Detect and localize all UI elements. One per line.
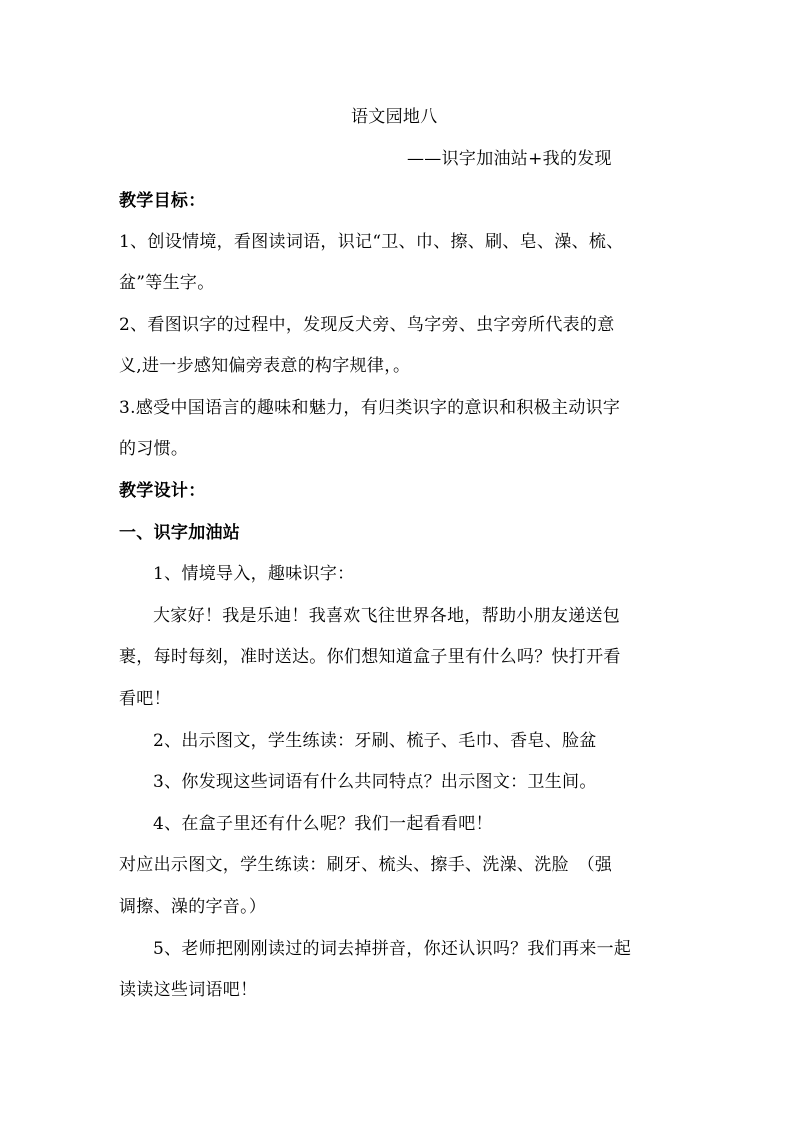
intro-line-1: 大家好！我是乐迪！我喜欢飞往世界各地，帮助小朋友递送包 [153,606,621,626]
step-2: 2、出示图文，学生练读：牙刷、梳子、毛巾、香皂、脸盆 [153,731,597,751]
section-1-heading: 一、识字加油站 [119,523,241,543]
design-heading: 教学设计： [119,481,206,501]
step-4-detail-line-2: 调擦、澡的字音。） [119,897,267,917]
goal-2-line-2: 义,进一步感知偏旁表意的构字规律，。 [119,356,411,376]
goal-1-line-2: 盆”等生字。 [119,273,215,293]
intro-line-2: 裹，每时每刻，准时送达。你们想知道盒子里有什么吗？快打开看 [119,647,621,667]
document-title: 语文园地八 [351,107,438,127]
step-5-line-2: 读读这些词语吧！ [119,980,258,1000]
goal-2-line-1: 2、看图识字的过程中，发现反犬旁、鸟字旁、虫字旁所代表的意 [119,315,615,335]
step-5-line-1: 5、老师把刚刚读过的词去掉拼音，你还认识吗？我们再来一起 [153,939,632,959]
goal-3-line-2: 的习惯。 [119,439,189,459]
goal-1-line-1: 1、创设情境，看图读词语，识记“卫、巾、擦、刷、皂、澡、梳、 [119,232,624,252]
step-1: 1、情境导入，趣味识字： [153,564,355,584]
document-subtitle: ——识字加油站+我的发现 [407,149,612,169]
intro-line-3: 看吧！ [119,689,171,709]
step-4-detail-line-1: 对应出示图文，学生练读：刷牙、梳头、擦手、洗澡、洗脸 （强 [119,855,613,875]
goals-heading: 教学目标： [119,191,206,211]
goal-3-line-1: 3.感受中国语言的趣味和魅力，有归类识字的意识和积极主动识字 [119,398,621,418]
step-4: 4、在盒子里还有什么呢？我们一起看看吧！ [153,814,493,834]
step-3: 3、你发现这些词语有什么共同特点？出示图文：卫生间。 [153,772,597,792]
